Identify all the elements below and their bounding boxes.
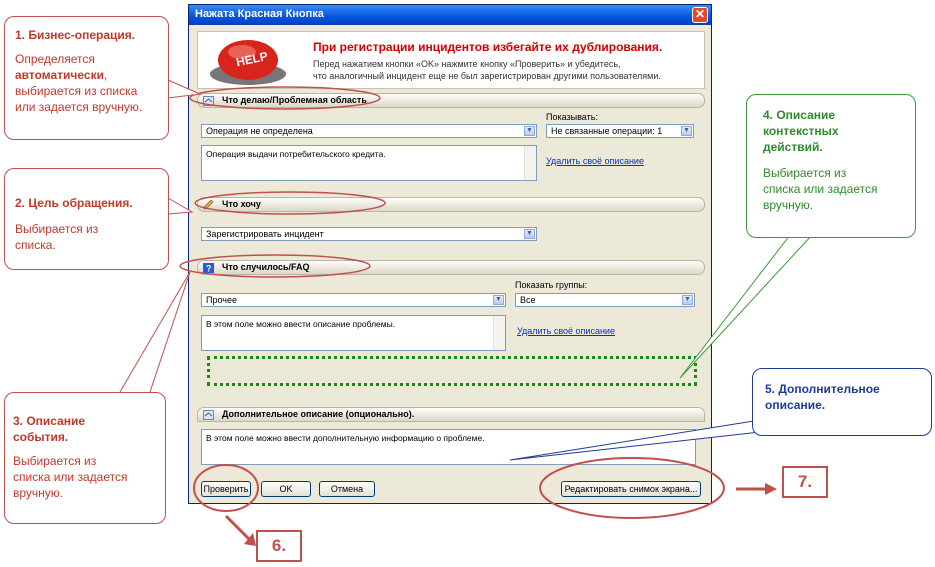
warning-title: При регистрации инцидентов избегайте их дублирования.	[313, 40, 663, 54]
operation-value: Операция не определена	[206, 126, 313, 136]
callout-1-comma: ,	[103, 68, 108, 82]
warning-line-1: Перед нажатием кнопки «OK» нажмите кнопку «Проверить» и убедитесь,	[313, 59, 621, 69]
additional-description-text: В этом поле можно ввести дополнительную информацию о проблеме.	[206, 433, 485, 443]
callout-1-line-1: Определяется	[15, 52, 95, 66]
chevron-down-icon[interactable]: ▼	[493, 295, 504, 305]
callout-3-title-1: 3. Описание	[13, 414, 86, 428]
chevron-down-icon[interactable]: ▼	[681, 126, 692, 136]
operation-description-text: Операция выдачи потребительского кредита.	[206, 149, 386, 159]
check-button[interactable]: Проверить	[201, 481, 251, 497]
svg-text:?: ?	[206, 263, 212, 273]
pointer-1	[168, 80, 200, 98]
callout-1-line-4: или задается вручную.	[15, 100, 143, 114]
callout-business-operation	[4, 16, 169, 140]
arrow-6	[226, 516, 250, 540]
section-title: Что хочу	[222, 199, 261, 209]
callout-goal	[4, 168, 169, 270]
warning-line-2: что аналогичный инцидент еще не был зарегистрирован другими пользователями.	[313, 71, 661, 81]
callout-1-title: 1. Бизнес-операция.	[15, 28, 136, 42]
callout-4-line-1: Выбирается из	[763, 166, 847, 180]
callout-1-line-3: выбирается из списка	[15, 84, 138, 98]
callout-event	[4, 392, 166, 524]
goal-value: Зарегистрировать инцидент	[206, 229, 324, 239]
section-title: Дополнительное описание (опционально).	[222, 409, 415, 419]
edit-screenshot-button[interactable]: Редактировать снимок экрана...	[561, 481, 701, 497]
close-button[interactable]: ✕	[692, 7, 708, 23]
chevron-down-icon[interactable]: ▼	[682, 295, 693, 305]
highlight-ellipse-6	[194, 465, 258, 511]
callout-5-title-1: 5. Дополнительное	[765, 382, 880, 396]
show-groups-label: Показать группы:	[515, 280, 588, 290]
callout-3-line-1: Выбирается из	[13, 454, 97, 468]
highlight-ellipse-7	[540, 458, 724, 518]
window-title: Нажата Красная Кнопка	[195, 8, 324, 20]
marker-6: 6.	[256, 530, 302, 562]
ok-button[interactable]: OK	[261, 481, 311, 497]
pointer-2	[168, 198, 192, 214]
highlight-ellipse-3	[180, 255, 370, 277]
callout-4-title-3: действий.	[763, 140, 823, 154]
callout-4-line-2: списка или задается	[763, 182, 878, 196]
callout-3-line-3: вручную.	[13, 486, 64, 500]
pointer-3	[120, 272, 190, 392]
callout-1-bold: автоматически	[15, 68, 104, 82]
highlight-ellipse-2	[195, 192, 385, 214]
section-title: Что делаю/Проблемная область	[222, 95, 367, 105]
callout-4-title-2: контекстных	[763, 124, 839, 138]
event-description-text: В этом поле можно ввести описание проблемы.	[206, 319, 396, 329]
show-value: Не связанные операции: 1	[551, 126, 663, 136]
callout-3-line-2: списка или задается	[13, 470, 128, 484]
callout-additional-description	[752, 368, 932, 436]
callout-3-title-2: события.	[13, 430, 69, 444]
section-title: Что случилось/FAQ	[222, 262, 310, 272]
chevron-down-icon[interactable]: ▼	[524, 126, 535, 136]
callout-4-title-1: 4. Описание	[763, 108, 836, 122]
pointer-5	[510, 420, 760, 460]
highlight-ellipse-1	[190, 87, 380, 109]
callout-context-actions	[746, 94, 916, 238]
pointer-4	[680, 235, 812, 378]
callout-4-line-3: вручную.	[763, 198, 814, 212]
chevron-down-icon[interactable]: ▼	[524, 229, 535, 239]
show-label: Показывать:	[546, 112, 598, 122]
event-value: Прочее	[206, 295, 237, 305]
groups-value: Все	[520, 295, 536, 305]
cancel-button[interactable]: Отмена	[319, 481, 375, 497]
arrowhead-7	[765, 483, 777, 495]
callout-2-title: 2. Цель обращения.	[15, 196, 133, 210]
callout-2-line-1: Выбирается из	[15, 222, 99, 236]
callout-2-line-2: списка.	[15, 238, 56, 252]
delete-description-link-2[interactable]: Удалить своё описание	[517, 326, 615, 336]
callout-5-title-2: описание.	[765, 398, 826, 412]
marker-7: 7.	[782, 466, 828, 498]
delete-description-link-1[interactable]: Удалить своё описание	[546, 156, 644, 166]
help-label: HELP	[234, 48, 270, 70]
